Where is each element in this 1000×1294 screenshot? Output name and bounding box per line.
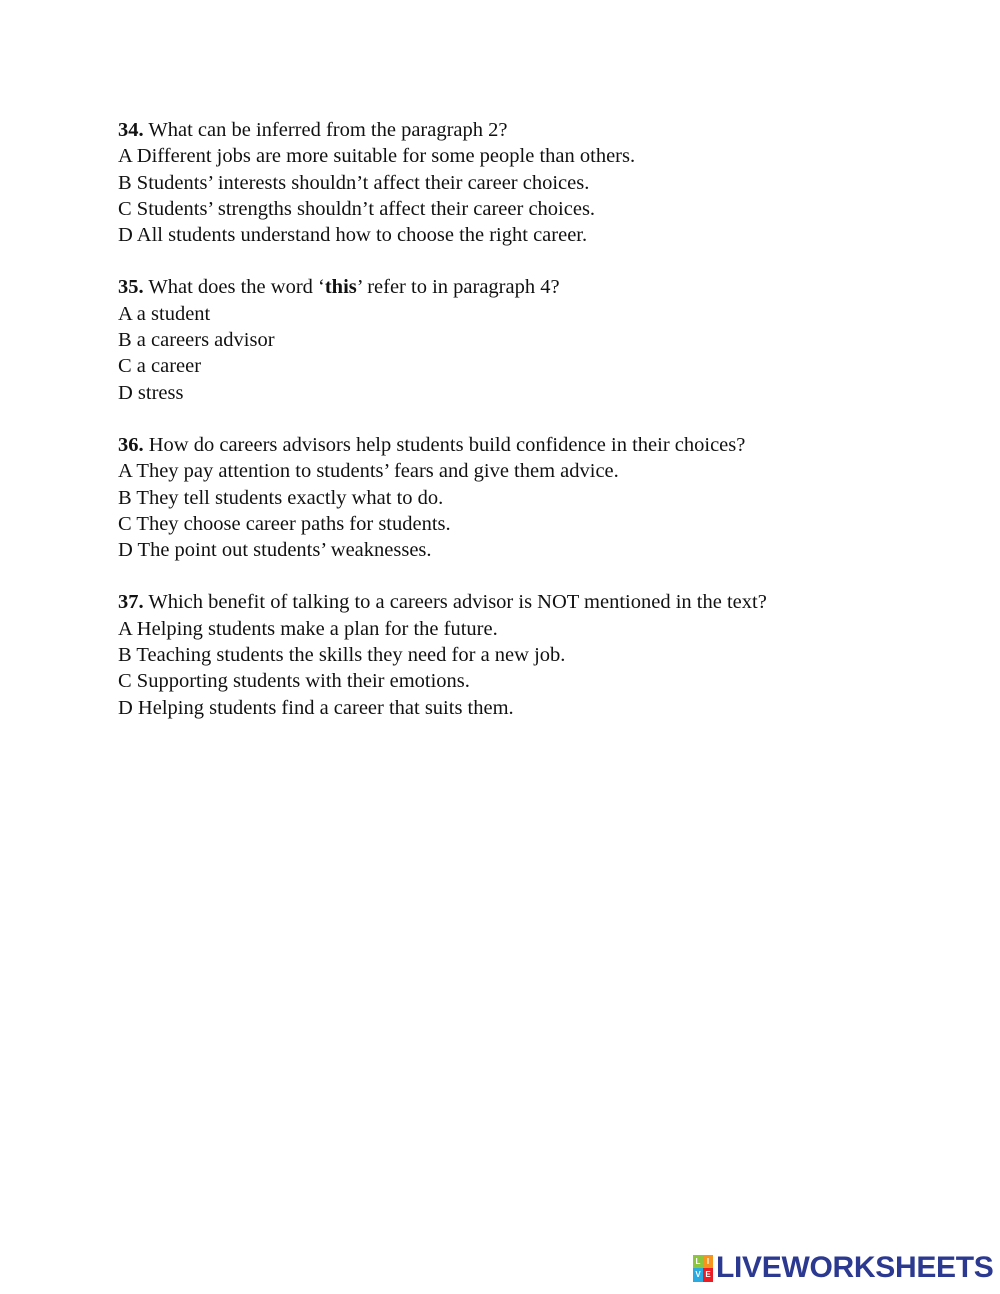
question-stem [118,117,918,143]
answer-option-d: D Helping students find a career that suits them. [118,696,514,719]
answer-option-b: B a careers advisor [118,329,275,352]
answer-option-c: C They choose career paths for students. [118,512,451,535]
question-text: How do careers advisors help students build confidence in their choices? [143,433,746,456]
answer-option-b: B They tell students exactly what to do. [118,486,444,509]
question-36 [118,432,918,563]
logo-wordmark: LIVEWORKSHEETS [716,1251,994,1284]
logo-mark-letter-i: I [703,1255,713,1269]
logo-mark-letter-l: L [693,1255,703,1269]
answer-option-a: A a student [118,302,211,325]
worksheet-page [118,117,918,747]
question-stem [118,432,918,458]
liveworksheets-logo-icon [693,1255,713,1282]
question-number: 34. [118,119,144,141]
question-number: 35. [118,276,144,299]
liveworksheets-logo [693,1252,994,1284]
answer-option-d: D All students understand how to choose the right career. [118,224,588,247]
answer-option-b: B Teaching students the skills they need for a new job. [118,644,566,667]
question-number: 37. [118,591,144,614]
question-number: 36. [118,433,144,456]
answer-option-c: C Supporting students with their emotions. [118,670,470,693]
question-34 [118,117,918,248]
question-35 [118,274,918,405]
question-keyword: this [324,276,357,299]
question-text-before: What does the word ‘ [143,276,325,299]
question-stem [118,274,918,300]
answer-option-b: B Students’ interests shouldn’t affect their career choices. [118,171,590,194]
question-text: Which benefit of talking to a careers advisor is NOT mentioned in the text? [143,591,767,614]
answer-option-d: D The point out students’ weaknesses. [118,539,432,562]
answer-option-a: A Helping students make a plan for the future. [118,617,498,640]
question-37 [118,589,918,720]
question-text-after: ’ refer to in paragraph 4? [356,276,560,299]
answer-option-c: C a career [118,355,202,378]
answer-option-d: D stress [118,381,184,404]
answer-option-a: A They pay attention to students’ fears and give them advice. [118,460,619,483]
question-text: What can be inferred from the paragraph 2? [143,119,508,141]
question-stem [118,589,918,615]
answer-option-c: C Students’ strengths shouldn’t affect their career choices. [118,197,596,220]
logo-mark-letter-v: V [693,1268,703,1282]
logo-mark-letter-e: E [703,1268,713,1282]
answer-option-a: A Different jobs are more suitable for some people than others. [118,145,636,168]
